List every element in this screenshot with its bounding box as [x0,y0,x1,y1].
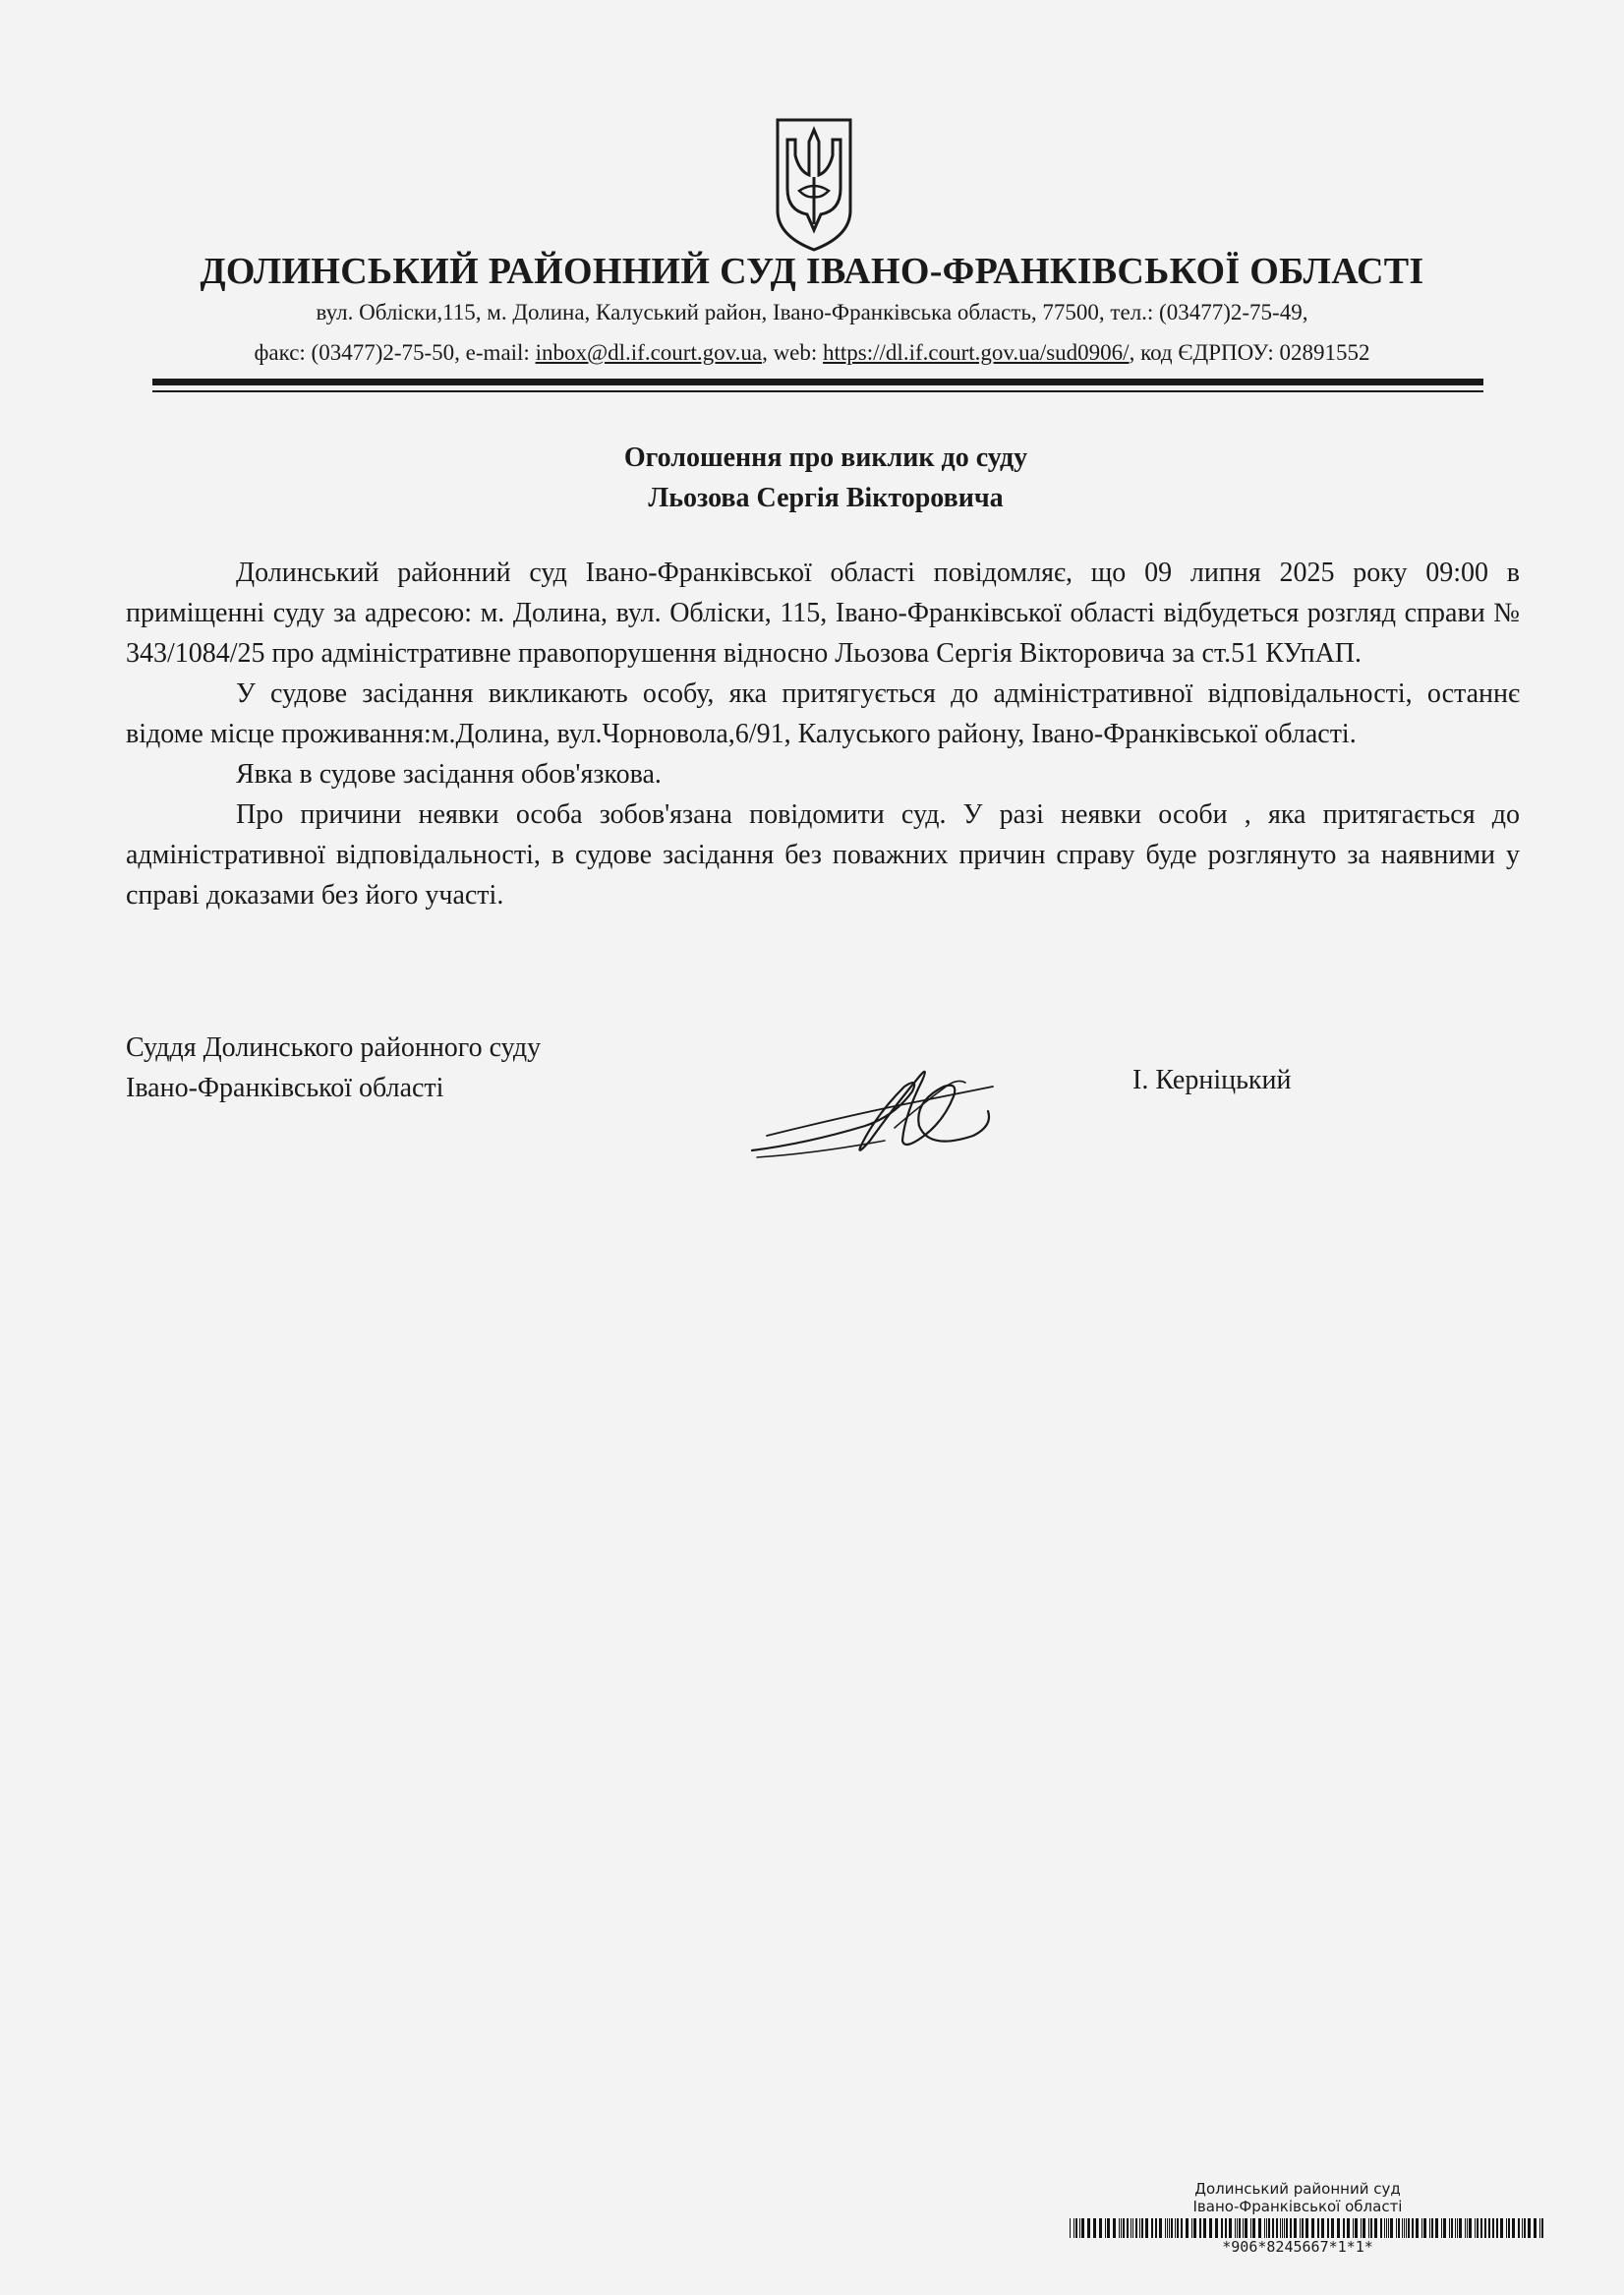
court-address: вул. Обліски,115, м. Долина, Калуський район, Івано-Франківська область, 77500, тел.: (03477)2-75-49, [316,300,1308,324]
header-divider-thin [152,390,1483,392]
judge-position-line2: Івано-Франківської області [126,1073,444,1103]
paragraph-absence: Про причини неявки особа зобов'язана повідомити суд. У разі неявки особи , яка притягається до адміністративної відповідальності, в судове засідання без поважних причин справу буде розглянуто за наявними у справі доказами без його участі. [126,799,1520,911]
paragraph-attendance: Явка в судове засідання обов'язкова. [236,759,662,790]
website-link[interactable]: https://dl.if.court.gov.ua/sud0906/ [823,340,1130,365]
paragraph-summons: У судове засідання викликають особу, яка притягується до адміністративної відповідальності, останнє відоме місце проживання:м.Долина, вул.Чорновола,6/91, Калуського району, Івано-Франківської області. [126,678,1520,749]
handwritten-signature [747,1037,1003,1165]
stamp-court-region: Івано-Франківської області [1192,2198,1403,2215]
header-divider-thick [152,379,1483,385]
judge-position [126,1028,541,1108]
judge-name: І. Керніцький [1132,1065,1292,1095]
document-barcode [1070,2218,1547,2238]
court-name: ДОЛИНСЬКИЙ РАЙОННИЙ СУД ІВАНО-ФРАНКІВСЬКОЇ ОБЛАСТІ [200,251,1424,292]
notice-title: Оголошення про виклик до суду [623,442,1028,473]
court-contacts [147,340,1477,366]
barcode-code: *906*8245667*1*1* [1222,2238,1373,2256]
stamp-court-name: Долинський районний суд [1194,2180,1401,2198]
paragraph-hearing: Долинський районний суд Івано-Франківської області повідомляє, що 09 липня 2025 року 09:00 в приміщенні суду за адресою: м. Долина, вул. Обліски, 115, Івано-Франківської області відбудеться розгляд справи № 343/1084/25 про адміністративне правопорушення відносно Льозова Сергія Вікторовича за ст.51 КУпАП. [126,558,1520,669]
ukraine-coat-of-arms-icon [770,116,858,254]
judge-position-line1: Суддя Долинського районного суду [126,1032,542,1063]
fax-prefix: факс: (03477)2-75-50, e-mail: [254,340,536,365]
email-link[interactable]: inbox@dl.if.court.gov.ua [535,340,763,365]
notice-body [126,553,1520,915]
web-prefix: , web: [762,340,824,365]
edrpou-code: , код ЄДРПОУ: 02891552 [1129,340,1370,365]
notice-person: Льозова Сергія Вікторовича [648,483,1004,513]
